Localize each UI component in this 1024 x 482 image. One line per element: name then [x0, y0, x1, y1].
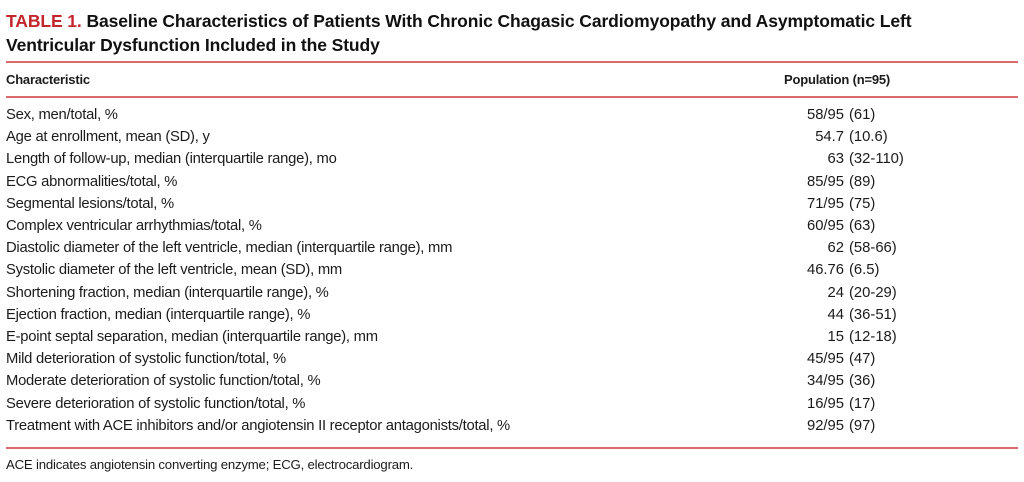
table-row — [6, 148, 1018, 170]
value-number: 54.7 — [815, 129, 844, 146]
value-number: 24 — [827, 284, 844, 301]
bottom-rule — [6, 447, 1018, 449]
row-value — [778, 237, 1018, 259]
row-label: Diastolic diameter of the left ventricle, median (interquartile range), mm — [6, 240, 453, 257]
row-label: Moderate deterioration of systolic function/total, % — [6, 373, 321, 390]
value-number: 92/95 — [806, 417, 844, 434]
value-number: 46.76 — [806, 262, 844, 279]
table-row — [6, 393, 1018, 415]
value-parenthetical: (32-110) — [849, 151, 904, 168]
row-label: Length of follow-up, median (interquartile range), mo — [6, 151, 337, 168]
row-value — [778, 126, 1018, 148]
table-row — [6, 171, 1018, 193]
row-label: Treatment with ACE inhibitors and/or angiotensin II receptor antagonists/total, % — [6, 417, 510, 434]
table-row — [6, 193, 1018, 215]
value-parenthetical: (6.5) — [849, 262, 880, 279]
value-number: 63 — [827, 151, 844, 168]
table-row — [6, 370, 1018, 392]
value-number: 15 — [827, 329, 844, 346]
row-value — [778, 370, 1018, 392]
value-number: 16/95 — [806, 395, 844, 412]
row-value — [778, 415, 1018, 437]
row-label: Mild deterioration of systolic function/total, % — [6, 351, 286, 368]
value-number: 58/95 — [806, 107, 844, 123]
table-row — [6, 348, 1018, 370]
row-value — [778, 348, 1018, 370]
row-value — [778, 304, 1018, 326]
table-row — [6, 415, 1018, 437]
table-footnote: ACE indicates angiotensin converting enzyme; ECG, electrocardiogram. — [6, 457, 414, 473]
row-label: Severe deterioration of systolic function/total, % — [6, 395, 306, 412]
table-row — [6, 237, 1018, 259]
value-number: 62 — [827, 240, 844, 257]
value-parenthetical: (36-51) — [849, 306, 897, 323]
value-number: 60/95 — [806, 218, 844, 235]
row-value — [778, 193, 1018, 215]
table-row — [6, 304, 1018, 326]
row-value — [778, 326, 1018, 348]
table-row — [6, 326, 1018, 348]
row-label: Shortening fraction, median (interquartile range), % — [6, 284, 329, 301]
value-parenthetical: (10.6) — [849, 129, 888, 146]
row-value — [778, 259, 1018, 281]
value-number: 44 — [827, 306, 844, 323]
table-body — [6, 98, 1018, 447]
value-number: 85/95 — [806, 173, 844, 190]
table-row — [6, 104, 1018, 126]
row-label: E-point septal separation, median (interquartile range), mm — [6, 329, 378, 346]
row-label: Systolic diameter of the left ventricle, mean (SD), mm — [6, 262, 342, 279]
row-value — [778, 104, 1018, 126]
column-header-characteristic: Characteristic — [6, 72, 90, 87]
row-value — [778, 282, 1018, 304]
row-label: Complex ventricular arrhythmias/total, % — [6, 218, 262, 235]
table-row — [6, 282, 1018, 304]
value-parenthetical: (75) — [849, 195, 876, 212]
table-title — [6, 9, 1018, 57]
value-number: 71/95 — [806, 195, 844, 212]
row-label: Segmental lesions/total, % — [6, 195, 174, 212]
row-value — [778, 393, 1018, 415]
row-label: Sex, men/total, % — [6, 107, 118, 123]
value-parenthetical: (63) — [849, 218, 876, 235]
value-parenthetical: (20-29) — [849, 284, 897, 301]
column-header-population: Population (n=95) — [784, 72, 891, 87]
value-parenthetical: (58-66) — [849, 240, 897, 257]
row-value — [778, 171, 1018, 193]
value-parenthetical: (17) — [849, 395, 876, 412]
value-number: 45/95 — [806, 351, 844, 368]
table-title-line1: Baseline Characteristics of Patients With Chronic Chagasic Cardiomyopathy and Asymptomatic Left — [86, 11, 912, 31]
value-parenthetical: (47) — [849, 351, 876, 368]
row-label: Age at enrollment, mean (SD), y — [6, 129, 210, 146]
value-number: 34/95 — [806, 373, 844, 390]
row-value — [778, 148, 1018, 170]
row-label: Ejection fraction, median (interquartile range), % — [6, 306, 311, 323]
table-row — [6, 259, 1018, 281]
value-parenthetical: (97) — [849, 417, 876, 434]
value-parenthetical: (89) — [849, 173, 876, 190]
row-value — [778, 215, 1018, 237]
value-parenthetical: (36) — [849, 373, 876, 390]
table-row — [6, 215, 1018, 237]
table-header-row — [6, 63, 1018, 96]
table-title-line2: Ventricular Dysfunction Included in the Study — [6, 35, 380, 55]
value-parenthetical: (12-18) — [849, 329, 897, 346]
row-label: ECG abnormalities/total, % — [6, 173, 178, 190]
table-row — [6, 126, 1018, 148]
table-number-label: TABLE 1. — [6, 11, 82, 31]
value-parenthetical: (61) — [849, 107, 876, 123]
